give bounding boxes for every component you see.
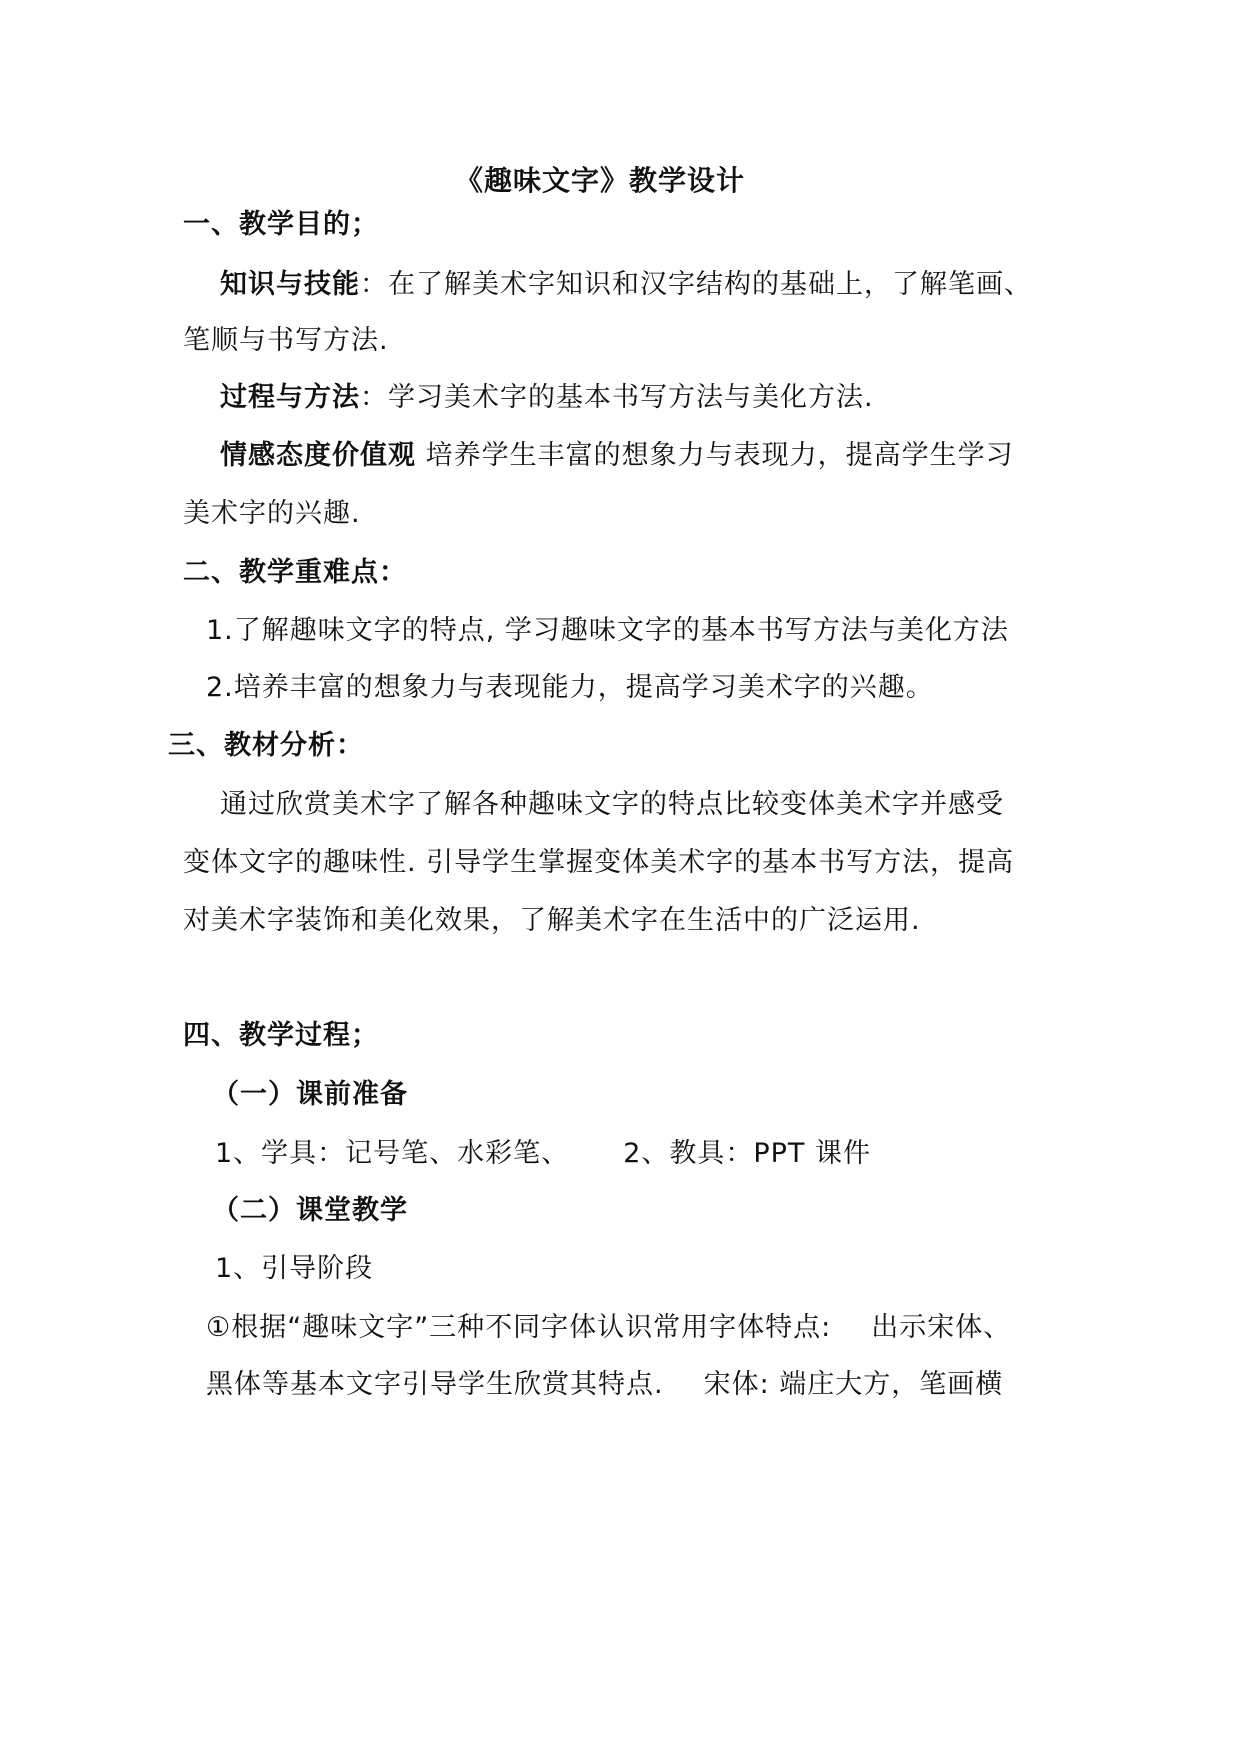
section-heading-key-points: 二、教学重难点： xyxy=(183,557,407,588)
preparation-teacher-tools: 2、教具：PPT 课件 xyxy=(623,1138,872,1169)
paragraph-knowledge-skills-cont: 笔顺与书写方法. xyxy=(183,325,389,356)
subheading-preparation: （一）课前准备 xyxy=(212,1079,408,1110)
preparation-student-tools: 1、学具：记号笔、水彩笔、 xyxy=(215,1138,570,1169)
label-process-method: 过程与方法 xyxy=(220,382,360,413)
guidance-text-c: 黑体等基本文字引导学生欣赏其特点. xyxy=(206,1369,664,1400)
analysis-line-2: 变体文字的趣味性. 引导学生掌握变体美术字的基本书写方法，提高 xyxy=(183,847,1015,878)
paragraph-attitude-values-cont: 美术字的兴趣. xyxy=(183,498,361,529)
label-knowledge-skills: 知识与技能 xyxy=(220,269,360,300)
preparation-items xyxy=(215,1136,871,1172)
analysis-line-3: 对美术字装饰和美化效果，了解美术字在生活中的广泛运用. xyxy=(183,905,921,936)
text-knowledge-skills: ：在了解美术字知识和汉字结构的基础上，了解笔画、 xyxy=(360,269,1032,300)
section-heading-teaching-process: 四、教学过程； xyxy=(183,1020,379,1051)
text-attitude-values: 培养学生丰富的想象力与表现力，提高学生学习 xyxy=(416,440,1014,471)
paragraph-process-method xyxy=(220,380,874,416)
subheading-classroom-teaching: （二）课堂教学 xyxy=(212,1195,408,1226)
key-point-item-1: 1.了解趣味文字的特点, 学习趣味文字的基本书写方法与美化方法 xyxy=(206,615,1009,646)
guidance-paragraph-line-1 xyxy=(206,1310,1011,1346)
text-process-method: ：学习美术字的基本书写方法与美化方法. xyxy=(360,382,874,413)
analysis-line-1: 通过欣赏美术字了解各种趣味文字的特点比较变体美术字并感受 xyxy=(220,789,1004,820)
label-attitude-values: 情感态度价值观 xyxy=(220,440,416,471)
section-heading-objectives: 一、教学目的； xyxy=(183,209,379,240)
guidance-paragraph-line-2 xyxy=(206,1367,1003,1403)
key-point-item-2: 2.培养丰富的想象力与表现能力，提高学习美术字的兴趣。 xyxy=(206,672,934,703)
paragraph-knowledge-skills xyxy=(220,267,1032,303)
guidance-text-b: 出示宋体、 xyxy=(871,1312,1012,1343)
guidance-text-a: ①根据“趣味文字”三种不同字体认识常用字体特点: xyxy=(206,1312,832,1343)
section-heading-material-analysis: 三、教材分析： xyxy=(168,730,364,761)
document-title: 《趣味文字》教学设计 xyxy=(455,164,746,197)
paragraph-attitude-values xyxy=(220,438,1014,474)
stage-guidance: 1、引导阶段 xyxy=(215,1253,374,1284)
guidance-text-d: 宋体: 端庄大方，笔画横 xyxy=(703,1369,1004,1400)
